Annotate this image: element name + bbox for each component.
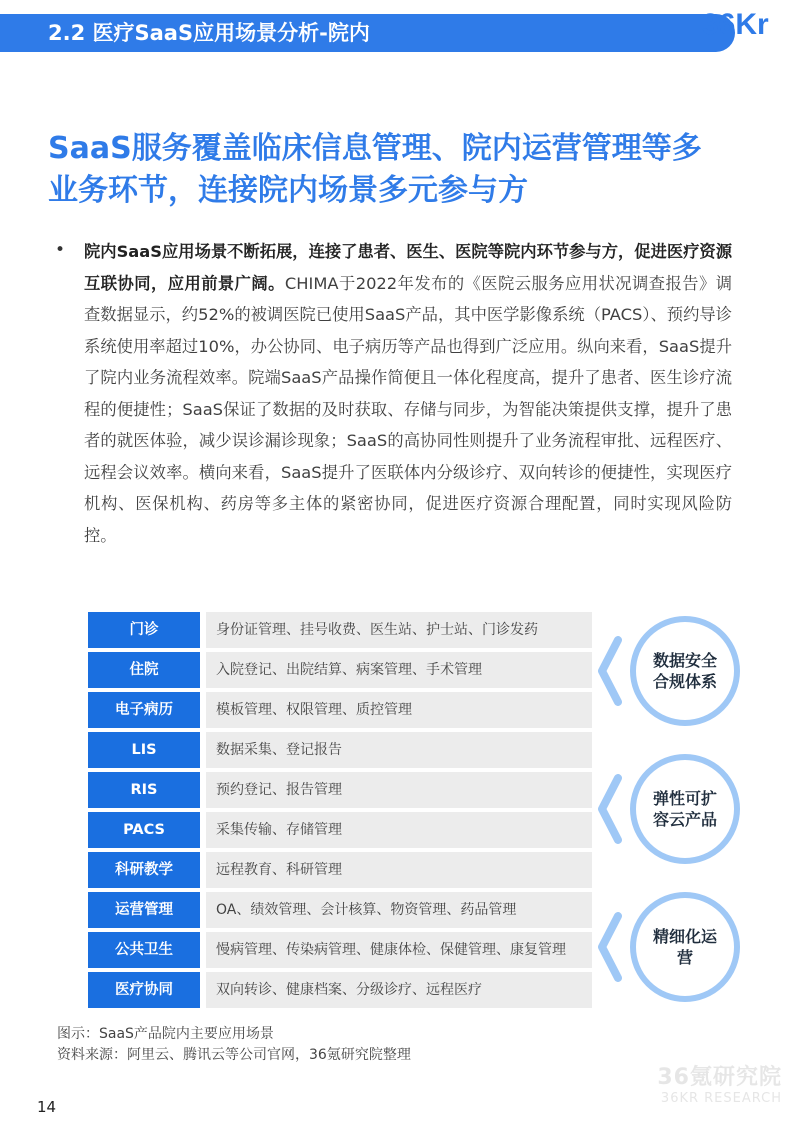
scenario-label: PACS (88, 812, 200, 848)
scenario-description: OA、绩效管理、会计核算、物资管理、药品管理 (206, 892, 592, 928)
scenario-row (84, 972, 592, 1008)
scenario-label: 住院 (88, 652, 200, 688)
scenario-label: 公共卫生 (88, 932, 200, 968)
scenario-row (84, 892, 592, 928)
scenario-label: 运营管理 (88, 892, 200, 928)
bullet-marker: • (55, 240, 66, 260)
watermark-line-2: 36KR RESEARCH (660, 1091, 782, 1106)
scenario-row (84, 612, 592, 648)
capability-text: 弹性可扩容云产品 (652, 789, 717, 829)
scenario-row (84, 652, 592, 688)
scenario-description: 远程教育、科研管理 (206, 852, 592, 888)
section-title: 2.2 医疗SaaS应用场景分析-院内 (48, 21, 370, 45)
body-text: CHIMA于2022年发布的《医院云服务应用状况调查报告》调查数据显示，约52%的被调医院已使用SaaS产品，其中医学影像系统（PACS）、预约导诊系统使用率超过10%，办公协同、电子病历等产品也得到广泛应用。纵向来看，SaaS提升了院内业务流程效率。院端SaaS产品操作简便且一体化程度高，提升了患者、医生诊疗流程的便捷性；SaaS保证了数据的及时获取、存储与同步，为智能决策提供支撑，提升了患者的就医体验，减少误诊漏诊现象；SaaS的高协同性则提升了业务流程审批、远程医疗、远程会议效率。横向来看，SaaS提升了医联体内分级诊疗、双向转诊的便捷性，实现医疗机构、医保机构、药房等多主体的紧密协同，促进医疗资源合理配置，同时实现风险防控。 (84, 273, 732, 545)
scenario-row (84, 852, 592, 888)
figure-title: 图示：SaaS产品院内主要应用场景 (57, 1026, 274, 1042)
scenario-label: 医疗协同 (88, 972, 200, 1008)
page-number: 14 (37, 1098, 57, 1116)
chevron-left-icon (594, 774, 624, 844)
lead-sentence: 院内SaaS应用场景不断拓展，连接了患者、医生、医院等院内环节参与方，促进医疗资源互联协同，应用前景广阔。 (84, 242, 732, 293)
scenario-row (84, 732, 592, 768)
scenario-description: 双向转诊、健康档案、分级诊疗、远程医疗 (206, 972, 592, 1008)
scenario-description: 慢病管理、传染病管理、健康体检、保健管理、康复管理 (206, 932, 592, 968)
svg-text:36Kr: 36Kr (702, 8, 769, 41)
36kr-logo-icon (700, 0, 794, 52)
scenario-label: RIS (88, 772, 200, 808)
capability-circle-elastic-cloud (630, 754, 740, 864)
scenario-description: 预约登记、报告管理 (206, 772, 592, 808)
figure-caption (57, 1024, 411, 1066)
capability-circle-data-security (630, 616, 740, 726)
scenario-label: 门诊 (88, 612, 200, 648)
headline-line-1: SaaS服务覆盖临床信息管理、院内运营管理等多 (48, 131, 702, 166)
scenario-label: 电子病历 (88, 692, 200, 728)
scenario-row (84, 692, 592, 728)
chevron-left-icon (594, 636, 624, 706)
scenario-description: 采集传输、存储管理 (206, 812, 592, 848)
scenario-row (84, 932, 592, 968)
headline (48, 128, 748, 212)
body-paragraph (84, 236, 732, 551)
scenario-row (84, 812, 592, 848)
figure-source: 资料来源：阿里云、腾讯云等公司官网，36氪研究院整理 (57, 1047, 411, 1063)
scenario-label: LIS (88, 732, 200, 768)
capability-text: 精细化运营 (652, 927, 717, 967)
scenario-description: 身份证管理、挂号收费、医生站、护士站、门诊发药 (206, 612, 592, 648)
headline-line-2: 业务环节，连接院内场景多元参与方 (48, 173, 528, 208)
capability-text: 数据安全合规体系 (652, 651, 717, 691)
header-bar (0, 0, 794, 52)
capability-circle-refined-operation (630, 892, 740, 1002)
scenario-label: 科研教学 (88, 852, 200, 888)
watermark (632, 1060, 782, 1106)
application-scenario-diagram (84, 608, 794, 1013)
chevron-left-icon (594, 912, 624, 982)
scenario-row (84, 772, 592, 808)
scenario-description: 模板管理、权限管理、质控管理 (206, 692, 592, 728)
scenario-description: 入院登记、出院结算、病案管理、手术管理 (206, 652, 592, 688)
scenario-description: 数据采集、登记报告 (206, 732, 592, 768)
watermark-line-1: 36氪研究院 (657, 1065, 782, 1090)
